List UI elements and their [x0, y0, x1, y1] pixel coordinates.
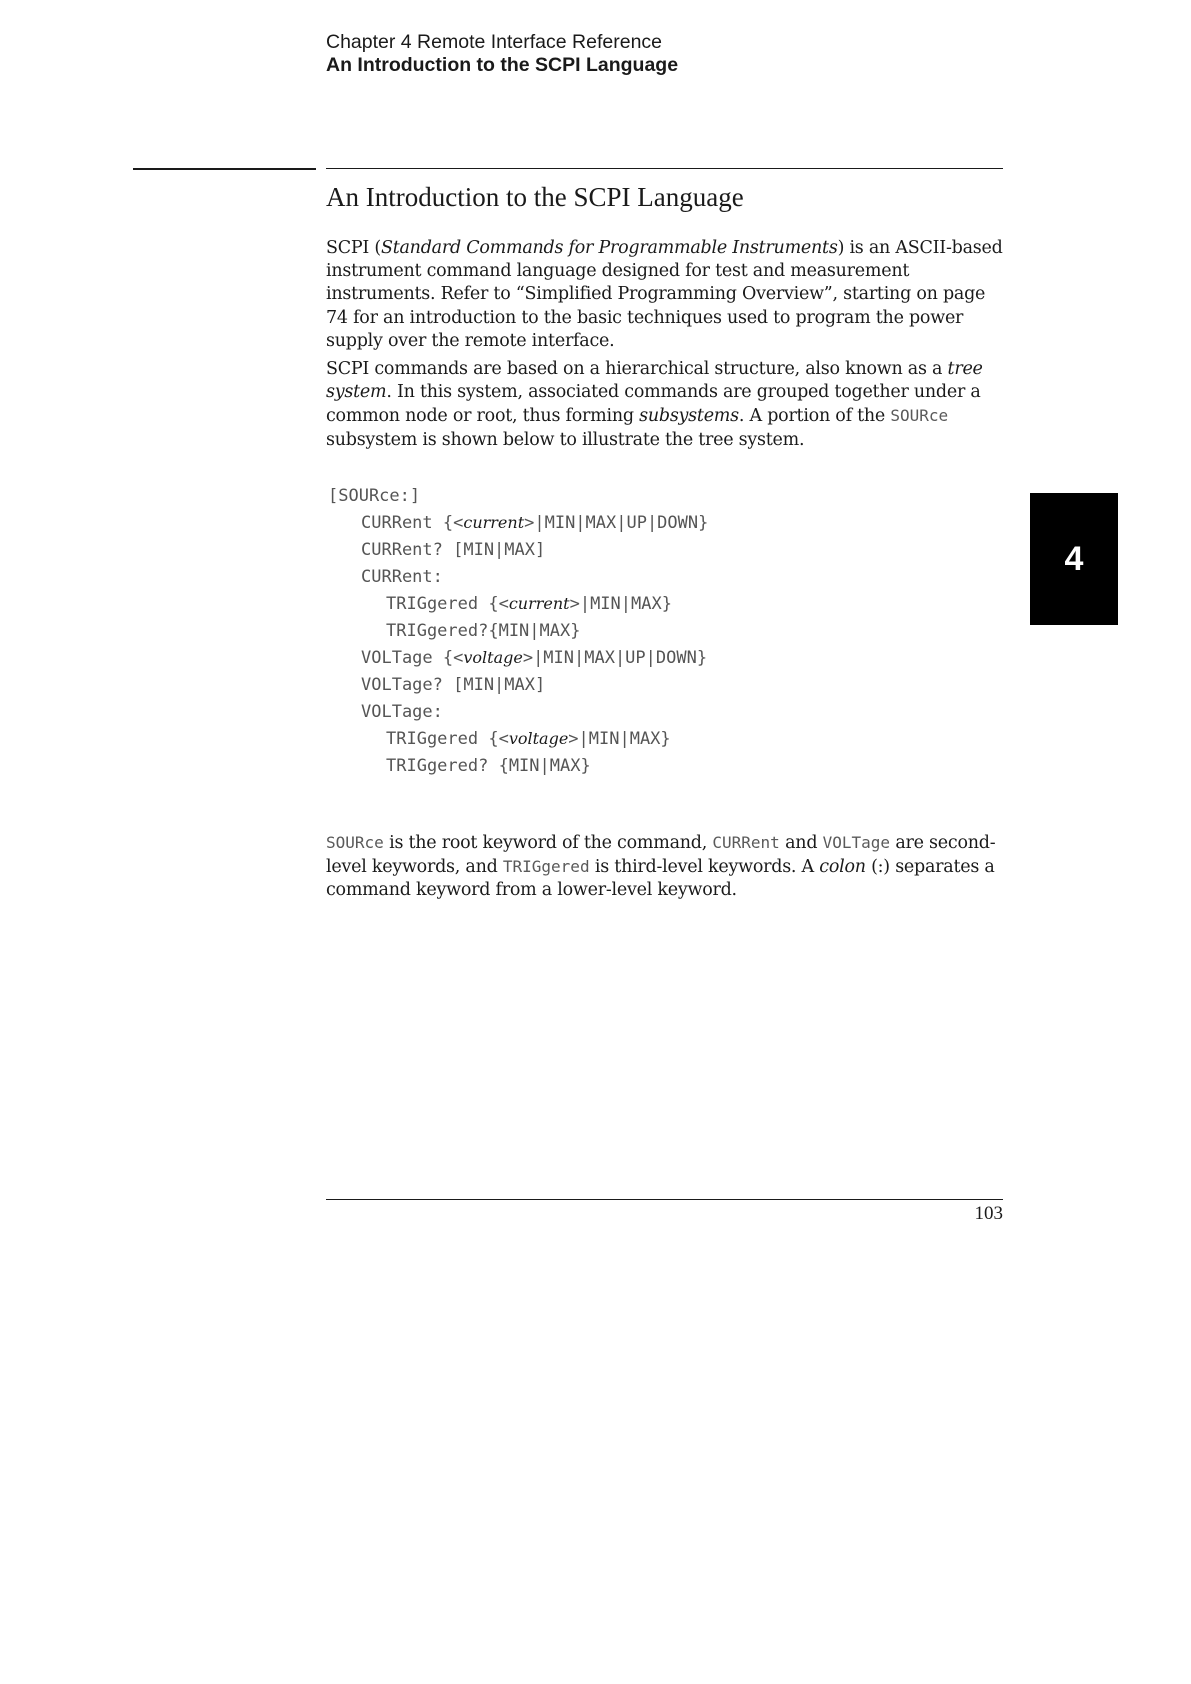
intro-paragraph: [326, 237, 1006, 353]
keyword-paragraph: SOURce is the root keyword of the command, CURRent and VOLTage are second-level keywords, and TRIGgered is third-level keywords. A colon (:) separates a command keyword from a lower-level keyword.: [326, 833, 996, 901]
triggered-keyword: TRIGgered: [502, 857, 590, 877]
code-line: TRIGgered {<current>|MIN|MAX}: [386, 594, 672, 614]
intro-text-a: SCPI (: [326, 238, 381, 258]
code-line: VOLTage {<voltage>|MIN|MAX|UP|DOWN}: [361, 648, 708, 668]
tree-text-e: . A portion of the: [738, 406, 891, 427]
subsystems-emphasis: subsystems: [639, 406, 739, 427]
code-line: CURRent? [MIN|MAX]: [361, 540, 546, 560]
page-title: An Introduction to the SCPI Language: [326, 182, 744, 212]
code-line: TRIGgered {<voltage>|MIN|MAX}: [386, 729, 671, 749]
tree-text-g: subsystem is shown below to illustrate the tree system.: [326, 429, 805, 450]
code-line: CURRent:: [361, 567, 443, 587]
chapter-tab: 4: [1030, 493, 1118, 625]
source-keyword: SOURce: [890, 406, 949, 426]
code-line: [SOURce:]: [328, 486, 421, 506]
tree-emphasis: tree system: [326, 359, 983, 403]
running-header: [326, 31, 678, 77]
code-line: TRIGgered?{MIN|MAX}: [386, 621, 581, 641]
tree-text-c: . In this system, associated commands are grouped together under a common node or root, thus forming: [326, 382, 981, 427]
page-number: 103: [974, 1203, 1003, 1224]
margin-rule: [133, 168, 316, 170]
tree-paragraph: [326, 358, 1006, 452]
source-keyword: SOURce: [326, 833, 384, 852]
section-subtitle: An Introduction to the SCPI Language: [326, 54, 679, 76]
code-line: CURRent {<current>|MIN|MAX|UP|DOWN}: [361, 513, 709, 533]
footer-rule: [326, 1199, 1003, 1200]
tree-text-a: SCPI commands are based on a hierarchical structure, also known as a: [326, 359, 948, 379]
intro-text-c: ) is an ASCII-based instrument command language designed for test and measurement instruments. Refer to “Simplified Programming Overview”, starting on page 74 for an introduction to the basic techniques used to program the power supply over the remote interface.: [326, 238, 1003, 351]
code-line: TRIGgered? {MIN|MAX}: [386, 756, 591, 776]
code-line: VOLTage? [MIN|MAX]: [361, 675, 546, 695]
chapter-title: Chapter 4 Remote Interface Reference: [326, 31, 663, 53]
current-keyword: CURRent: [712, 833, 780, 852]
section-rule: [326, 168, 1003, 169]
intro-emphasis: Standard Commands for Programmable Instruments: [380, 238, 838, 258]
voltage-keyword: VOLTage: [822, 833, 891, 852]
colon-emphasis: colon: [819, 857, 866, 878]
code-line: VOLTage:: [361, 702, 443, 722]
